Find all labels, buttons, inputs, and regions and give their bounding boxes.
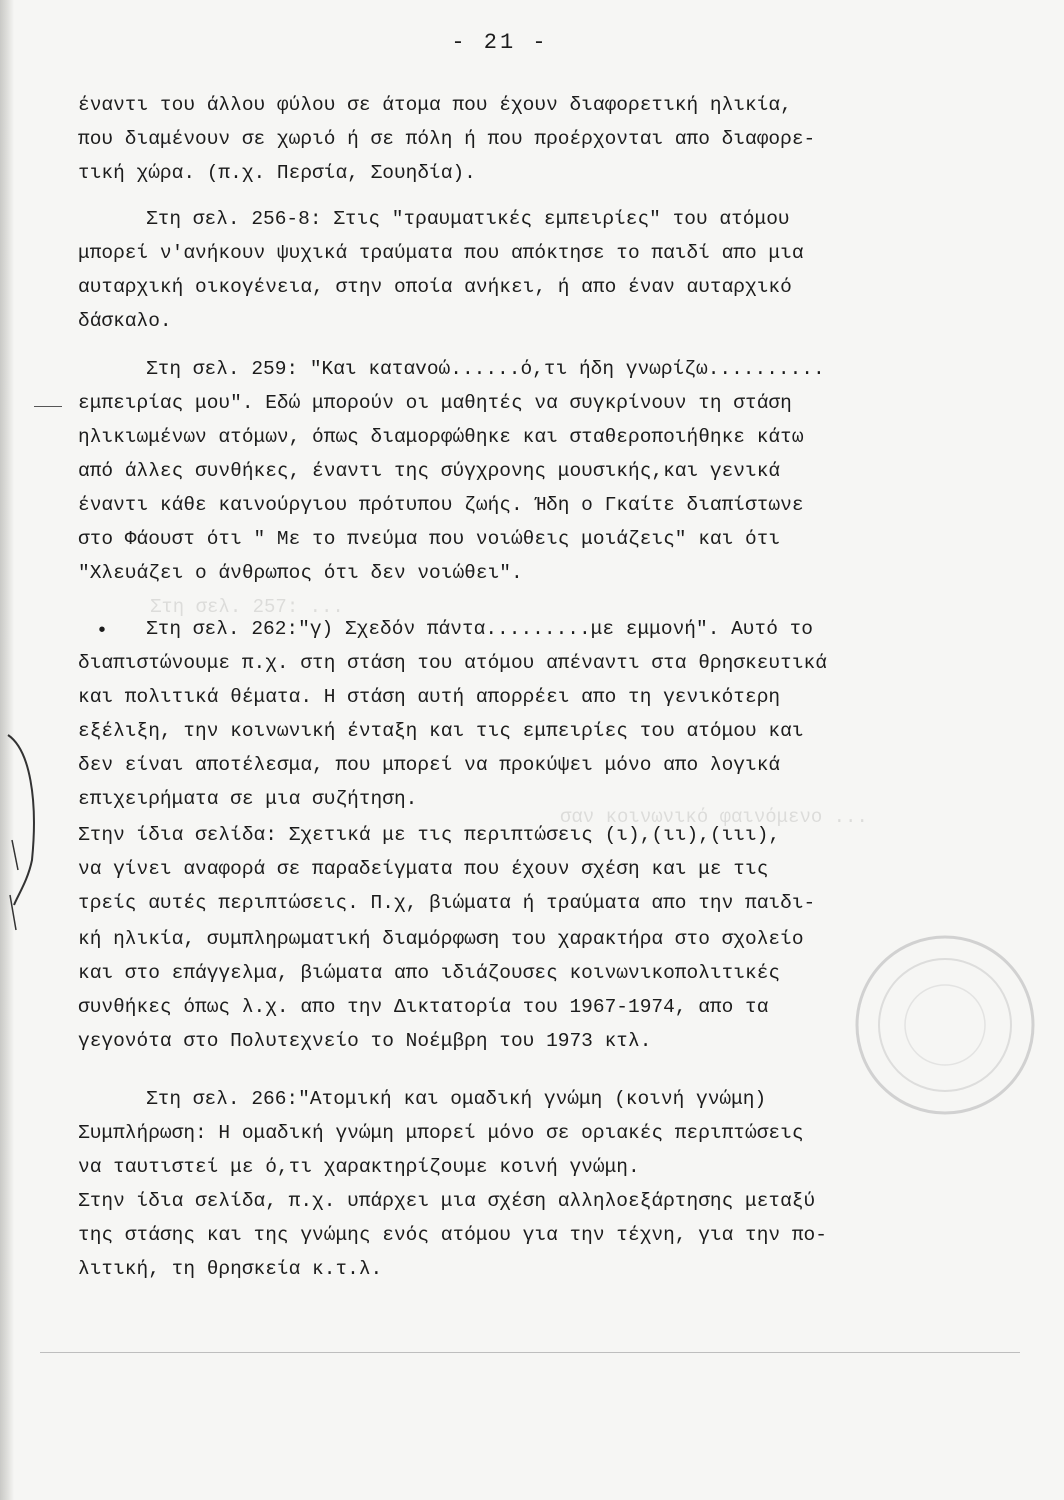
text-line: Στη σελ. 259: "Και καταvoώ......ό,τι ήδη γνωρίζω.......... [146, 358, 825, 380]
page-number: - 21 - [451, 30, 549, 55]
text-line: και στο επάγγελμα, βιώματα απο ιδιάζουσες κοινωνικοπολιτικές [78, 962, 781, 984]
text-line: έναντι του άλλου φύλου σε άτομα που έχουν διαφορετική ηλικία, [78, 94, 792, 116]
text-line: συνθήκες όπως λ.χ. απο την Δικτατορία του 1967-1974, απο τα [78, 996, 769, 1018]
text-line: να γίνει αναφορά σε παραδείγματα που έχουν σχέση και με τις [78, 858, 769, 880]
stamp-icon [850, 930, 1040, 1120]
bleed-through-line: σαν κοινωνικό φαινόμενο ... [560, 806, 868, 828]
text-line: δάσκαλο. [78, 310, 172, 332]
text-line: Στη σελ. 262:"γ) Σχεδόν πάντα.........με εμμονή". Αυτό το [146, 618, 814, 640]
text-line: διαπιστώνουμε π.χ. στη στάση του ατόμου απέναντι στα θρησκευτικά [78, 652, 827, 674]
faded-stamp [850, 930, 1040, 1120]
bleed-through-line: Στη σελ. 257: ... [150, 596, 344, 618]
text-line: Στην ίδια σελίδα, π.χ. υπάρχει μια σχέση αλληλοεξάρτησης μεταξύ [78, 1190, 816, 1212]
text-line: μπορεί ν'ανήκουν ψυχικά τραύματα που απόκτησε το παιδί απο μια [78, 242, 804, 264]
text-line: λιτική, τη θρησκεία κ.τ.λ. [78, 1258, 383, 1280]
text-line: τρείς αυτές περιπτώσεις. Π.χ, βιώματα ή τραύματα απο την παιδι- [78, 892, 816, 914]
text-line: γεγονότα στο Πολυτεχνείο το Νοέμβρη του 1973 κτλ. [78, 1030, 652, 1052]
text-line: εξέλιξη, την κοινωνική ένταξη και τις εμπειρίες του ατόμου και [78, 720, 804, 742]
text-line: να ταυτιστεί με ό,τι χαρακτηρίζουμε κοινή γνώμη. [78, 1156, 640, 1178]
text-line: και πολιτικά θέματα. Η στάση αυτή απορρέει απο τη γενικότερη [78, 686, 781, 708]
text-line: Στην ίδια σελίδα: Σχετικά με τις περιπτώσεις (ι),(ιι),(ιιι), [78, 824, 781, 846]
text-line: έναντι κάθε καινούργιου πρότυπου ζωής. Ήδη ο Γκαίτε διαπίστωνε [78, 494, 804, 516]
text-line: Στη σελ. 266:"Ατομική και ομαδική γνώμη (κοινή γνώμη) [146, 1088, 767, 1110]
text-line: τική χώρα. (π.χ. Περσία, Σουηδία). [78, 162, 476, 184]
text-line: αυταρχική οικογένεια, στην οποία ανήκει, ή απο έναν αυταρχικό [78, 276, 792, 298]
text-line: κή ηλικία, συμπληρωματική διαμόρφωση του χαρακτήρα στο σχολείο [78, 928, 804, 950]
bullet-mark: • [96, 620, 109, 643]
text-line: Στη σελ. 256-8: Στις "τραυματικές εμπειρίες" του ατόμου [146, 208, 790, 230]
text-line: δεν είναι αποτέλεσμα, που μπορεί να προκύψει μόνο απο λογικά [78, 754, 781, 776]
text-line: στο Φάουστ ότι " Με το πνεύμα που νοιώθεις μοιάζεις" και ότι [78, 528, 781, 550]
text-line: εμπειρίας μου". Εδώ μπορούν οι μαθητές να συγκρίνουν τη στάση [78, 392, 792, 414]
margin-bracket-icon [0, 0, 60, 1500]
text-line: ηλικιωμένων ατόμων, όπως διαμορφώθηκε και σταθεροποιήθηκε κάτω [78, 426, 804, 448]
text-line: επιχειρήματα σε μια συζήτηση. [78, 788, 418, 810]
text-line: από άλλες συνθήκες, έναντι της σύγχρονης μουσικής,και γενικά [78, 460, 781, 482]
text-line: Συμπλήρωση: Η ομαδική γνώμη μπορεί μόνο σε οριακές περιπτώσεις [78, 1122, 804, 1144]
text-line: "Χλευάζει ο άνθρωπος ότι δεν νοιώθει". [78, 562, 523, 584]
text-line: που διαμένουν σε χωριό ή σε πόλη ή που προέρχονται απο διαφορε- [78, 128, 816, 150]
text-line: της στάσης και της γνώμης ενός ατόμου για την τέχνη, για την πο- [78, 1224, 827, 1246]
divider-line [40, 1352, 1020, 1353]
